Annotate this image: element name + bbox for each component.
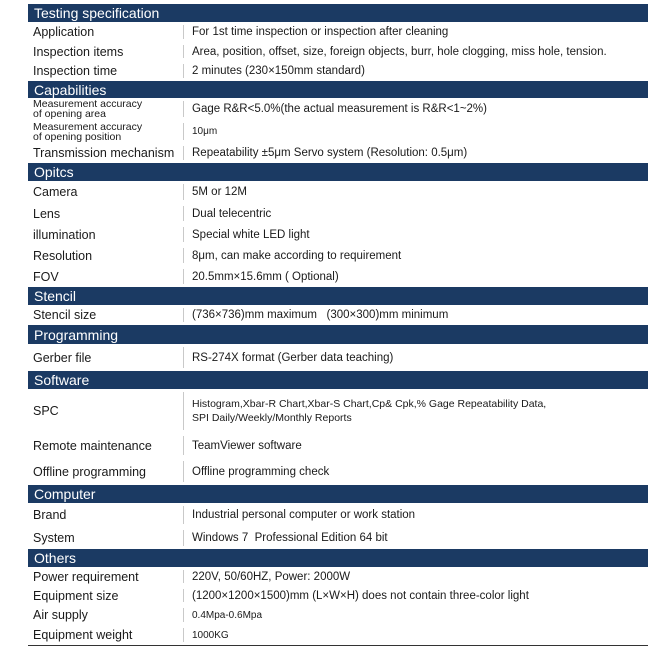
table-row-equipment-size xyxy=(28,586,648,605)
column-divider xyxy=(183,436,184,455)
row-label xyxy=(33,98,142,120)
column-divider xyxy=(183,608,184,622)
row-label: Lens xyxy=(33,206,61,221)
label-line: of opening area xyxy=(33,108,106,120)
row-value: (1200×1200×1500)mm (L×W×H) does not contain three-color light xyxy=(192,589,529,602)
section-header-capabilities: Capabilities xyxy=(28,81,648,98)
row-label: Equipment size xyxy=(33,588,119,603)
column-divider xyxy=(183,64,184,78)
column-divider xyxy=(183,570,184,583)
row-label: System xyxy=(33,531,75,545)
column-divider xyxy=(183,45,184,58)
label-line: Measurement accuracy xyxy=(33,120,143,133)
row-label: Remote maintenance xyxy=(33,438,152,453)
column-divider xyxy=(183,248,184,263)
column-divider xyxy=(183,461,184,482)
section-header-testing: Testing specification xyxy=(28,4,648,22)
row-label: Application xyxy=(33,25,95,39)
column-divider xyxy=(183,628,184,642)
row-label: Equipment weight xyxy=(33,628,133,642)
column-divider xyxy=(183,25,184,39)
row-value: RS-274X format (Gerber data teaching) xyxy=(192,351,394,364)
table-row-illumination xyxy=(28,224,648,245)
row-value: 2 minutes (230×150mm standard) xyxy=(192,65,365,77)
row-value: 1000KG xyxy=(192,629,229,641)
table-row-camera xyxy=(28,181,648,203)
row-label: Gerber file xyxy=(33,350,92,365)
column-divider xyxy=(183,530,184,546)
row-label: FOV xyxy=(33,269,59,284)
table-row-air-supply xyxy=(28,605,648,625)
row-label: illumination xyxy=(33,227,96,242)
table-row-fov xyxy=(28,266,648,287)
row-value: Offline programming check xyxy=(192,465,330,478)
column-divider xyxy=(183,206,184,221)
value-line: Histogram,Xbar-R Chart,Xbar-S Chart,Cp& Cpk,% Gage Repeatability Data, xyxy=(192,398,547,410)
row-label: Brand xyxy=(33,508,67,522)
row-value: Dual telecentric xyxy=(192,207,272,220)
row-value: Area, position, offset, size, foreign objects, burr, hole clogging, miss hole, tension. xyxy=(192,45,607,58)
table-row-system xyxy=(28,527,648,549)
section-header-others: Others xyxy=(28,549,648,567)
table-row-spc xyxy=(28,389,648,433)
section-header-programming: Programming xyxy=(28,325,648,344)
row-value: Gage R&R<5.0%(the actual measurement is R&R<1~2%) xyxy=(192,103,487,115)
section-header-software: Software xyxy=(28,371,648,389)
column-divider xyxy=(183,146,184,160)
row-label: Camera xyxy=(33,185,78,199)
table-row-power xyxy=(28,567,648,586)
table-row-position-accuracy xyxy=(28,120,648,143)
column-divider xyxy=(183,269,184,284)
column-divider xyxy=(183,101,184,117)
row-value: Repeatability ±5μm Servo system (Resolution: 0.5μm) xyxy=(192,147,468,159)
row-label: Resolution xyxy=(33,248,93,263)
section-header-computer: Computer xyxy=(28,485,648,503)
column-divider xyxy=(183,123,184,140)
label-line: of opening position xyxy=(33,130,122,143)
table-row-area-accuracy xyxy=(28,98,648,120)
column-divider xyxy=(183,589,184,602)
table-row-inspection-time xyxy=(28,61,648,81)
row-value: Industrial personal computer or work station xyxy=(192,509,416,521)
table-row-equipment-weight xyxy=(28,625,648,645)
row-label: Power requirement xyxy=(33,569,139,584)
table-row-gerber-file xyxy=(28,344,648,371)
column-divider xyxy=(183,227,184,242)
row-value: Special white LED light xyxy=(192,228,310,241)
row-label: Air supply xyxy=(33,608,88,622)
column-divider xyxy=(183,392,184,430)
row-label: Inspection items xyxy=(33,44,124,59)
row-label: Inspection time xyxy=(33,64,118,78)
column-divider xyxy=(183,184,184,200)
column-divider xyxy=(183,347,184,368)
section-header-stencil: Stencil xyxy=(28,287,648,305)
table-row-resolution xyxy=(28,245,648,266)
row-value: 5M or 12M xyxy=(192,186,247,198)
row-value: TeamViewer software xyxy=(192,439,302,452)
table-row-remote-maintenance xyxy=(28,433,648,458)
row-value xyxy=(192,389,644,433)
row-value: 220V, 50/60HZ, Power: 2000W xyxy=(192,570,351,583)
row-label xyxy=(33,120,142,143)
row-value: Windows 7 Professional Edition 64 bit xyxy=(192,532,388,544)
row-value: 0.4Mpa-0.6Mpa xyxy=(192,609,263,621)
row-label: Stencil size xyxy=(33,308,97,322)
table-row-brand xyxy=(28,503,648,527)
value-line: SPI Daily/Weekly/Monthly Reports xyxy=(192,412,352,424)
table-row-stencil-size xyxy=(28,305,648,325)
table-row-application xyxy=(28,22,648,42)
row-value: For 1st time inspection or inspection after cleaning xyxy=(192,26,449,38)
table-row-inspection-items xyxy=(28,42,648,61)
label-line: Measurement accuracy xyxy=(33,98,143,110)
column-divider xyxy=(183,308,184,322)
row-label: Transmission mechanism xyxy=(33,146,175,160)
row-value: 8μm, can make according to requirement xyxy=(192,249,402,262)
row-label: SPC xyxy=(33,404,59,418)
table-row-transmission xyxy=(28,143,648,163)
table-row-offline-programming xyxy=(28,458,648,485)
column-divider xyxy=(183,506,184,524)
row-value: 10μm xyxy=(192,126,218,137)
row-value: (736×736)mm maximum (300×300)mm minimum xyxy=(192,309,449,321)
row-label: Offline programming xyxy=(33,464,147,479)
table-row-lens xyxy=(28,203,648,224)
row-value: 20.5mm×15.6mm ( Optional) xyxy=(192,270,339,283)
section-header-optics: Opitcs xyxy=(28,163,648,181)
